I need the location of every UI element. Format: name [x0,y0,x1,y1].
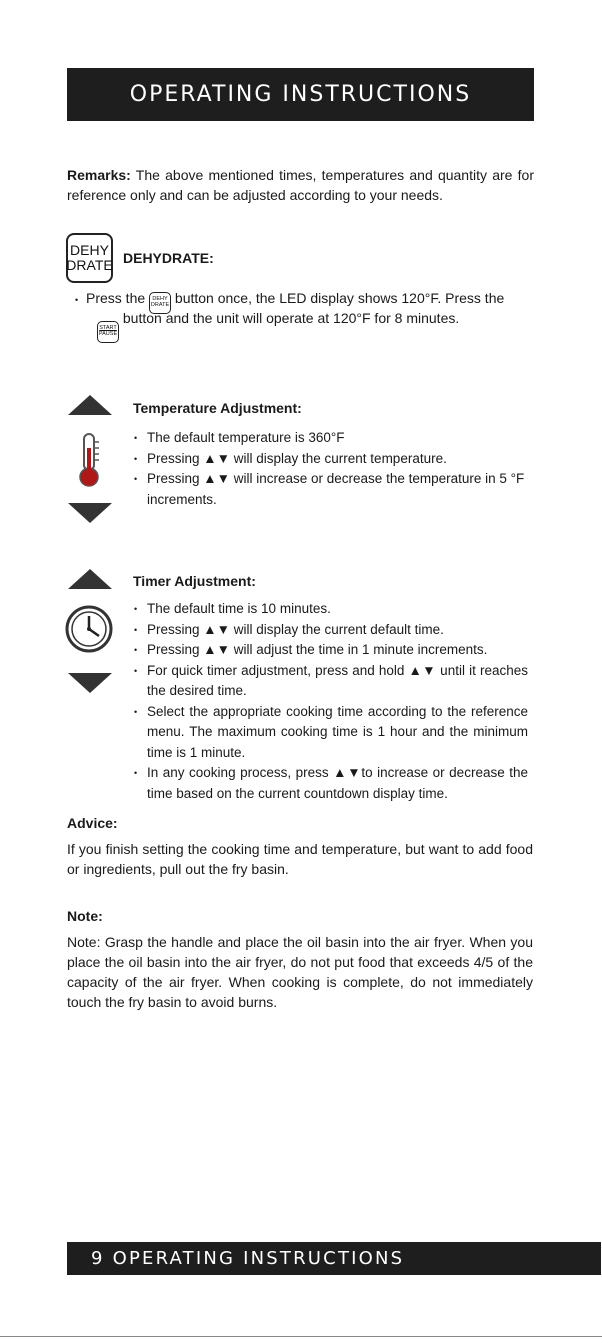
list-item: • Pressing ▲▼ will display the current default time. [134,620,528,641]
advice-title: Advice: [67,815,118,831]
footer-title: 9 OPERATING INSTRUCTIONS [91,1248,405,1269]
dehydrate-icon-line2: DRATE [66,257,113,273]
page-title: OPERATING INSTRUCTIONS [129,82,472,107]
thermometer-icon [78,432,102,488]
list-item: • Pressing ▲▼ will display the current temperature. [134,449,530,470]
dehydrate-line-1: • Press the DEHY DRATE button once, the LED display shows 120°F. Press the [75,288,545,320]
dehydrate-icon-line1: DEHY [70,242,109,259]
remarks-text: The above mentioned times, temperatures and quantity are for reference only and can be adjusted according to your needs. [67,167,534,203]
dehydrate-button-icon [66,233,113,283]
list-item: • In any cooking process, press ▲▼to increase or decrease the time based on the current countdown display time. [134,763,528,804]
dehydrate-line1-b: button once, the LED display shows 120°F. Press the [171,290,505,306]
list-item: • Select the appropriate cooking time according to the reference menu. The maximum cooking time is 1 hour and the minimum time is 1 minute. [134,702,528,764]
bottom-divider [0,1336,602,1337]
note-title: Note: [67,908,103,924]
advice-text: If you finish setting the cooking time and temperature, but want to add food or ingredients, pull out the fry basin. [67,841,533,877]
arrow-up-icon [68,395,112,415]
footer-bar [67,1242,601,1275]
arrow-down-icon [68,503,112,523]
temperature-list [134,428,530,510]
start-pause-icon: START PAUSE [97,321,119,343]
arrow-down-icon [68,673,112,693]
dehydrate-small-icon: DEHY DRATE [149,292,171,314]
list-item: • For quick timer adjustment, press and hold ▲▼ until it reaches the desired time. [134,661,528,702]
dehydrate-title: DEHYDRATE: [123,250,214,266]
remarks-paragraph [67,165,534,205]
remarks-label: Remarks: [67,167,131,183]
note-text: Note: Grasp the handle and place the oil basin into the air fryer. When you place the oil basin into the air fryer, do not put food that exceeds 4/5 of the capacity of the air fryer. When cooking is complete, do not immediately touch the fry basin to avoid burns. [67,934,533,1010]
temperature-title: Temperature Adjustment: [133,400,302,416]
list-item: • The default temperature is 360°F [134,428,530,449]
list-item: • Pressing ▲▼ will increase or decrease the temperature in 5 °F increments. [134,469,530,510]
timer-title: Timer Adjustment: [133,573,256,589]
list-item: • The default time is 10 minutes. [134,599,528,620]
list-item: • Pressing ▲▼ will adjust the time in 1 minute increments. [134,640,528,661]
dehydrate-line-2 [97,308,537,343]
dehydrate-line1-a: Press the [86,290,150,306]
arrow-up-icon [68,569,112,589]
clock-icon [64,604,114,654]
dehydrate-line2-text: button and the unit will operate at 120°F for 8 minutes. [119,310,460,326]
header-bar [67,68,534,121]
timer-list [134,599,528,804]
